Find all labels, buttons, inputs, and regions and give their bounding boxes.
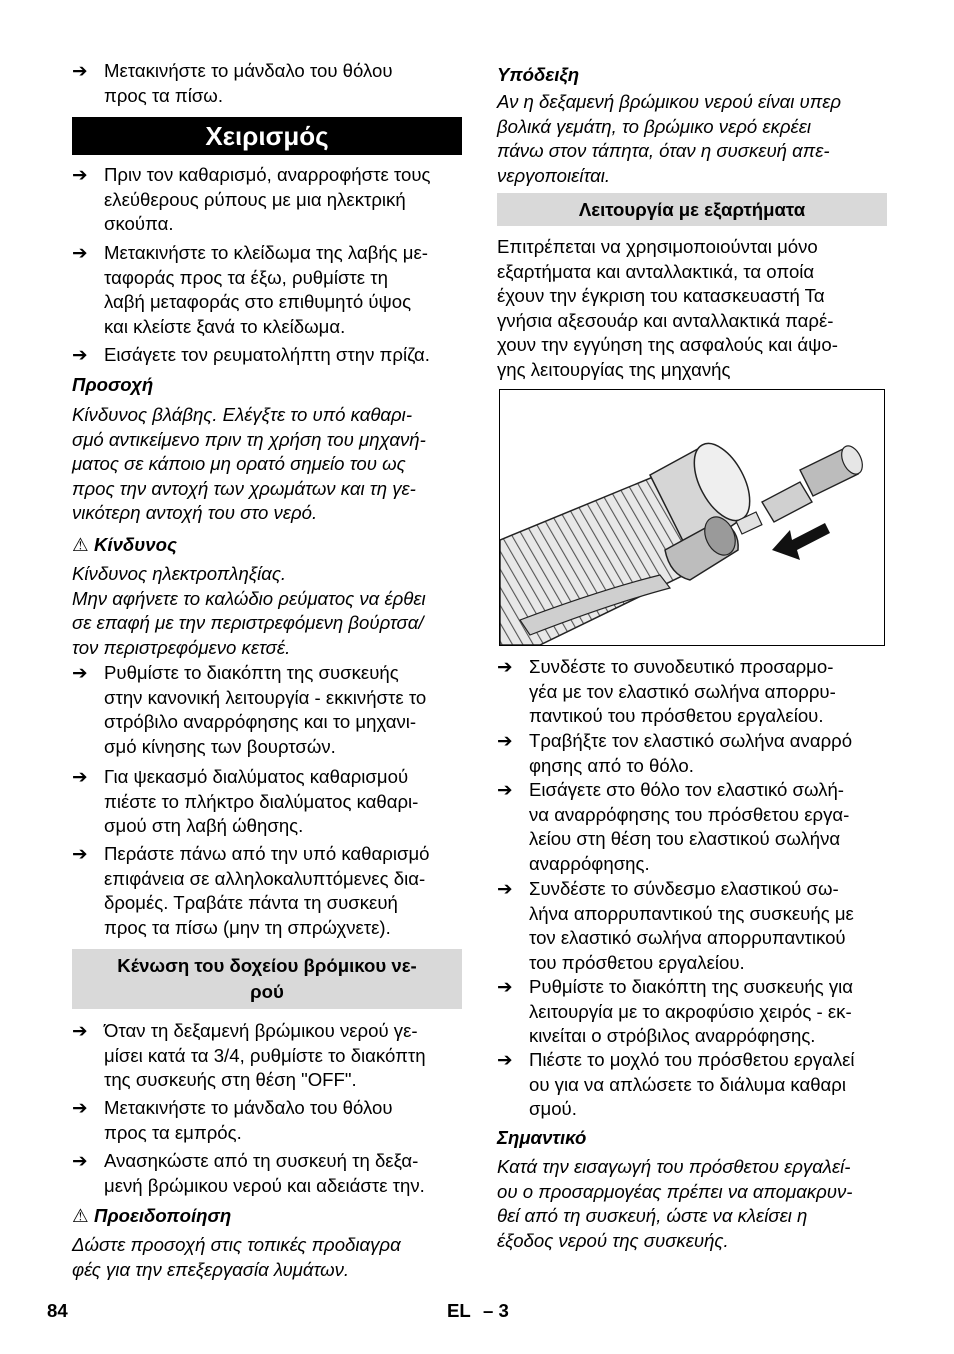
arrow-right-icon: ➔	[497, 656, 513, 677]
bullet-item	[72, 241, 462, 339]
bullet-text: Περάστε πάνω από την υπό καθαρισμό επιφάνεια σε αλληλοκαλυπτόμενες δια- δρομές. Τραβάτε πάντα τη συσκευή προς τα πίσω (μην τη σπρώχνετε).	[104, 843, 430, 938]
arrow-right-icon: ➔	[72, 242, 88, 263]
bullet-item	[72, 163, 462, 237]
warning-triangle-icon: ⚠	[72, 534, 89, 555]
note-title: Υπόδειξη	[497, 64, 580, 85]
danger-text: Κίνδυνος ηλεκτροπληξίας. Μην αφήνετε το καλώδιο ρεύματος να έρθει σε επαφή με την περιστρεφόμενη βούρτσα/ τον περιστρεφόμενο κετσέ.	[72, 563, 426, 658]
direction-arrow-icon	[772, 523, 830, 560]
note-text: Αν η δεξαμενή βρώμικου νερού είναι υπερ βολικά γεμάτη, το βρώμικο νερό εκρέει πάνω στον τάπητα, όταν η συσκευή απε- νεργοποιείται.	[497, 91, 842, 186]
bullet-item	[497, 1048, 887, 1122]
bullet-item	[72, 59, 462, 108]
danger-title: Κίνδυνος	[94, 534, 177, 555]
caution-title: Προσοχή	[72, 374, 154, 395]
arrow-right-icon: ➔	[72, 662, 88, 683]
bullet-item	[72, 343, 462, 368]
arrow-right-icon: ➔	[72, 843, 88, 864]
adapter-body	[762, 482, 812, 522]
bullet-item	[72, 842, 462, 940]
bullet-text: Τραβήξτε τον ελαστικό σωλήνα αναρρό φησης από το θόλο.	[529, 730, 853, 776]
bullet-text: Όταν τη δεξαμενή βρώμικου νερού γε- μίσει κατά τα 3/4, ρυθμίστε το διακόπτη της συσκευής στη θέση "OFF".	[104, 1020, 426, 1091]
bullet-item	[497, 778, 887, 876]
arrow-right-icon: ➔	[72, 164, 88, 185]
arrow-right-icon: ➔	[72, 766, 88, 787]
warning-triangle-icon: ⚠	[72, 1205, 89, 1226]
bullet-text: Ρυθμίστε το διακόπτη της συσκευής για λειτουργία με το ακροφύσιο χειρός - εκ- κινείται ο στρόβιλος αναρρόφησης.	[529, 976, 854, 1047]
bullet-item	[497, 655, 887, 729]
important-text: Κατά την εισαγωγή του πρόσθετου εργαλεί- ου ο προσαρμογέας πρέπει να απομακρυν- θεί από τη συσκευή, ώστε να κλείσει η έξοδος νερού της συσκευής.	[497, 1156, 853, 1251]
language-code: EL	[447, 1300, 471, 1321]
arrow-right-icon: ➔	[497, 976, 513, 997]
bullet-text: Ανασηκώστε από τη συσκευή τη δεξα- μενή βρώμικου νερού και αδειάστε την.	[104, 1150, 425, 1196]
arrow-right-icon: ➔	[497, 730, 513, 751]
bullet-text: Συνδέστε το σύνδεσμο ελαστικού σω- λήνα απορρυπαντικού της συσκευής με τον ελαστικό σωλήνα απορρυπαντικού του πρόσθετου εργαλείου.	[529, 878, 854, 973]
warning-text: Δώστε προσοχή στις τοπικές προδιαγρα φές για την επεξεργασία λυμάτων.	[72, 1234, 401, 1280]
arrow-right-icon: ➔	[497, 1049, 513, 1070]
bullet-text: Πριν τον καθαρισμό, αναρροφήστε τους ελεύθερους ρύπους με μια ηλεκτρική σκούπα.	[104, 164, 431, 235]
hose-adapter-drawing	[500, 390, 884, 645]
bullet-item	[72, 1019, 462, 1093]
bullet-text: Εισάγετε τον ρευματολήπτη στην πρίζα.	[104, 344, 430, 365]
bullet-text: Συνδέστε το συνοδευτικό προσαρμο- γέα με τον ελαστικό σωλήνα απορρυ- παντικού του πρόσθετου εργαλείου.	[529, 656, 836, 727]
bullet-item	[72, 1096, 462, 1145]
warning-title: Προειδοποίηση	[94, 1205, 232, 1226]
bullet-text: Για ψεκασμό διαλύματος καθαρισμού πιέστε το πλήκτρο διαλύματος καθαρι- σμού στη λαβή ώθησης.	[104, 766, 419, 837]
arrow-right-icon: ➔	[72, 1150, 88, 1171]
main-heading: Χειρισμός	[72, 117, 462, 155]
bullet-item	[497, 877, 887, 975]
arrow-right-icon: ➔	[497, 779, 513, 800]
bullet-item	[72, 765, 462, 839]
danger-heading	[72, 533, 462, 558]
arrow-right-icon: ➔	[72, 344, 88, 365]
bullet-item	[497, 975, 887, 1049]
caution-text: Κίνδυνος βλάβης. Ελέγξτε το υπό καθαρι- σμό αντικείμενο πριν τη χρήση του μηχανή- ματος σε κάποιο μη ορατό σημείο του ως προς την αντοχή των χρωμάτων και τη γε- νικότερη αντοχή του στο νερό.	[72, 404, 426, 524]
bullet-text: Πιέστε το μοχλό του πρόσθετου εργαλεί ου για να απλώσετε το διάλυμα καθαρι σμού.	[529, 1049, 855, 1120]
section-heading-accessories: Λειτουργία με εξαρτήματα	[497, 193, 887, 226]
section-heading-drain: Κένωση του δοχείου βρόμικου νε- ρού	[72, 949, 462, 1009]
hose-adapter-illustration	[499, 389, 885, 646]
accessory-text: Επιτρέπεται να χρησιμοποιούνται μόνο εξαρτήματα και ανταλλακτικά, τα οποία έχουν την έγκριση του κατασκευαστή Τα γνήσια αξεσουάρ και ανταλλακτικά παρέ- χουν την εγγύηση της ασφαλούς και άψο- γης λειτουργίας της μηχανής	[497, 236, 838, 380]
bullet-text: Εισάγετε στο θόλο τον ελαστικό σωλή- να αναρρόφησης του πρόσθετου εργα- λείου στη θέση του ελαστικού σωλήνα αναρρόφησης.	[529, 779, 850, 874]
bullet-text: Μετακινήστε το μάνδαλο του θόλου προς τα πίσω.	[104, 60, 393, 106]
bullet-text: Μετακινήστε το μάνδαλο του θόλου προς τα εμπρός.	[104, 1097, 393, 1143]
bullet-item	[497, 729, 887, 778]
bullet-item	[72, 661, 462, 759]
arrow-right-icon: ➔	[72, 1097, 88, 1118]
warning-heading	[72, 1204, 462, 1229]
arrow-right-icon: ➔	[72, 1020, 88, 1041]
bullet-text: Μετακινήστε το κλείδωμα της λαβής με- ταφοράς προς τα έξω, ρυθμίστε τη λαβή μεταφοράς στο επιθυμητό ύψος και κλείστε ξανά το κλείδωμα.	[104, 242, 428, 337]
arrow-right-icon: ➔	[497, 878, 513, 899]
bullet-text: Ρυθμίστε το διακόπτη της συσκευής στην κανονική λειτουργία - εκκινήστε το στρόβιλο αναρρόφησης και το μηχανι- σμό κίνησης των βουρτσών.	[104, 662, 427, 757]
section-page-number: – 3	[483, 1300, 509, 1321]
arrow-right-icon: ➔	[72, 60, 88, 81]
important-title: Σημαντικό	[497, 1127, 587, 1148]
bullet-item	[72, 1149, 462, 1198]
page-number: 84	[47, 1300, 68, 1321]
